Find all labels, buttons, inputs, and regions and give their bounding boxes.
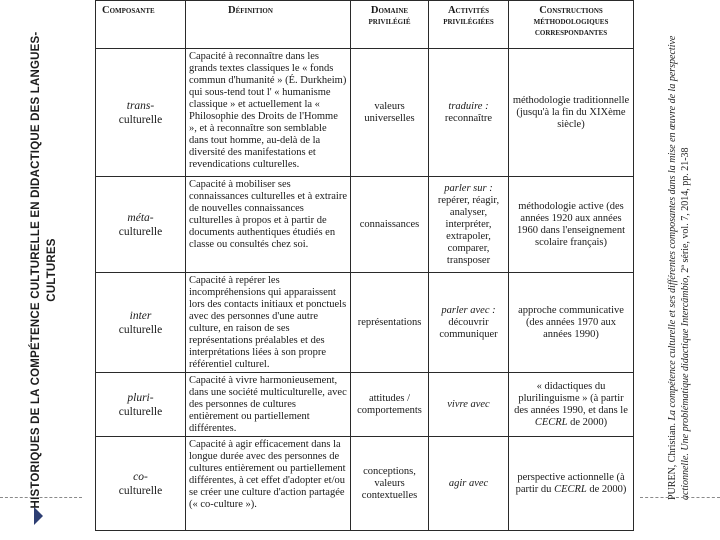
activites-main: traduire : bbox=[448, 100, 489, 112]
competence-table-wrapper bbox=[95, 0, 633, 528]
activites-cell bbox=[429, 273, 509, 373]
methode-text-post: de 2000) bbox=[567, 416, 608, 428]
composante-suffix: culturelle bbox=[118, 225, 163, 238]
composante-prefix: trans- bbox=[126, 99, 155, 112]
table-row bbox=[96, 49, 634, 177]
activites-detail: découvrir communiquer bbox=[439, 316, 498, 340]
activites-detail: repérer, réagir, analyser, interpréter, extrapoler, comparer, transposer bbox=[437, 194, 500, 266]
definition-cell: Capacité à reconnaître dans les grands textes classiques le « fonds commun d'humanité » (É. Durkheim) qui sous-tend tout l' « humanisme classique » et actuellement la « Philosophie des Droits de l'Homme », et à reconnaître son semblable dans tout homme, au-delà de la diversité des manifestations et revendications culturelles. bbox=[186, 49, 351, 177]
domaine-cell: attitudes / comportements bbox=[351, 373, 429, 437]
composante-cell bbox=[96, 373, 186, 437]
domaine-cell: conceptions, valeurs contextuelles bbox=[351, 437, 429, 531]
definition-cell: Capacité à repérer les incompréhensions qui apparaissent lors des contacts initiaux et ponctuels avec des personnes d'une autre culture, en raison de ses représentations préalables et des interprétations liées à son propre référentiel culturel. bbox=[186, 273, 351, 373]
composante-suffix: culturelle bbox=[118, 484, 163, 497]
table-header-row bbox=[96, 1, 634, 49]
table-row bbox=[96, 177, 634, 273]
definition-cell: Capacité à agir efficacement dans la longue durée avec des personnes de cultures entièrement ou partiellement différentes, à cet effet d'adopter et/ou se créer une culture d'action partagée (« co-culture »). bbox=[186, 437, 351, 531]
composante-suffix: culturelle bbox=[118, 323, 163, 336]
definition-cell: Capacité à mobiliser ses connaissances culturelles et à extraire de nouvelles connaissances culturelles à propos et à partir de documents authentiques étudiés en classe ou consultés chez soi. bbox=[186, 177, 351, 273]
methode-cell bbox=[509, 373, 634, 437]
header-activites: Activités privilégiées bbox=[429, 1, 509, 49]
composante-prefix: pluri- bbox=[127, 391, 154, 404]
composante-prefix: co- bbox=[133, 470, 148, 483]
activites-cell: agir avec bbox=[429, 437, 509, 531]
methode-cell: méthodologie traditionnelle (jusqu'à la fin du XIXème siècle) bbox=[509, 49, 634, 177]
methode-text-pre: « didactiques du plurilinguisme » (à partir des années 1990, et dans le bbox=[514, 380, 628, 416]
activites-main: parler sur : bbox=[444, 182, 493, 194]
citation-journal: Intercâmbio bbox=[680, 277, 691, 327]
header-constructions: Constructions méthodologiques correspondantes bbox=[509, 1, 634, 49]
composante-cell bbox=[96, 273, 186, 373]
composante-suffix: culturelle bbox=[118, 113, 163, 126]
composante-cell bbox=[96, 49, 186, 177]
table-row bbox=[96, 373, 634, 437]
table-row bbox=[96, 273, 634, 373]
activites-cell: vivre avec bbox=[429, 373, 509, 437]
domaine-cell: connaissances bbox=[351, 177, 429, 273]
side-title-panel bbox=[4, 0, 84, 540]
competence-table bbox=[95, 0, 634, 531]
divider-right bbox=[640, 497, 720, 498]
citation-details: , 2ª série, vol. 7, 2014, pp. 21-38 bbox=[680, 147, 691, 278]
header-definition: Définition bbox=[186, 1, 351, 49]
activites-main: parler avec : bbox=[441, 304, 496, 316]
methode-text-italic: CECRL bbox=[534, 416, 568, 428]
methode-text-post: de 2000) bbox=[586, 483, 627, 495]
composante-prefix: méta- bbox=[127, 211, 154, 224]
methode-cell bbox=[509, 437, 634, 531]
side-title: HISTORIQUES DE LA COMPÉTENCE CULTURELLE EN DIDACTIQUE DES LANGUES-CULTURES bbox=[30, 31, 58, 509]
citation-title: La compétence culturelle et ses différentes composantes dans la mise en œuvre de la perspective actionnelle. Une problématique didactique bbox=[667, 35, 691, 500]
citation bbox=[666, 0, 692, 500]
composante-cell bbox=[96, 177, 186, 273]
header-domaine: Domaine privilégié bbox=[351, 1, 429, 49]
composante-prefix: inter bbox=[129, 309, 152, 322]
domaine-cell: valeurs universelles bbox=[351, 49, 429, 177]
divider-left bbox=[0, 497, 82, 498]
header-composante: Composante bbox=[96, 1, 186, 49]
methode-cell: approche communicative (des années 1970 aux années 1990) bbox=[509, 273, 634, 373]
activites-detail: reconnaître bbox=[444, 112, 493, 124]
activites-cell bbox=[429, 177, 509, 273]
citation-author: PUREN, Christian. bbox=[667, 423, 678, 500]
definition-cell: Capacité à vivre harmonieusement, dans une société multiculturelle, avec des personnes de cultures entièrement ou partiellement différentes. bbox=[186, 373, 351, 437]
methode-cell: méthodologie active (des années 1920 aux années 1960 dans l'enseignement scolaire français) bbox=[509, 177, 634, 273]
activites-cell bbox=[429, 49, 509, 177]
methode-text-italic: CECRL bbox=[554, 483, 587, 495]
right-triangle-arrow-icon[interactable] bbox=[34, 507, 43, 525]
table-row bbox=[96, 437, 634, 531]
citation-panel bbox=[638, 0, 720, 540]
composante-suffix: culturelle bbox=[118, 405, 163, 418]
composante-cell bbox=[96, 437, 186, 531]
domaine-cell: représentations bbox=[351, 273, 429, 373]
methode-text-pre: perspective actionnelle (à partir du bbox=[515, 471, 625, 495]
